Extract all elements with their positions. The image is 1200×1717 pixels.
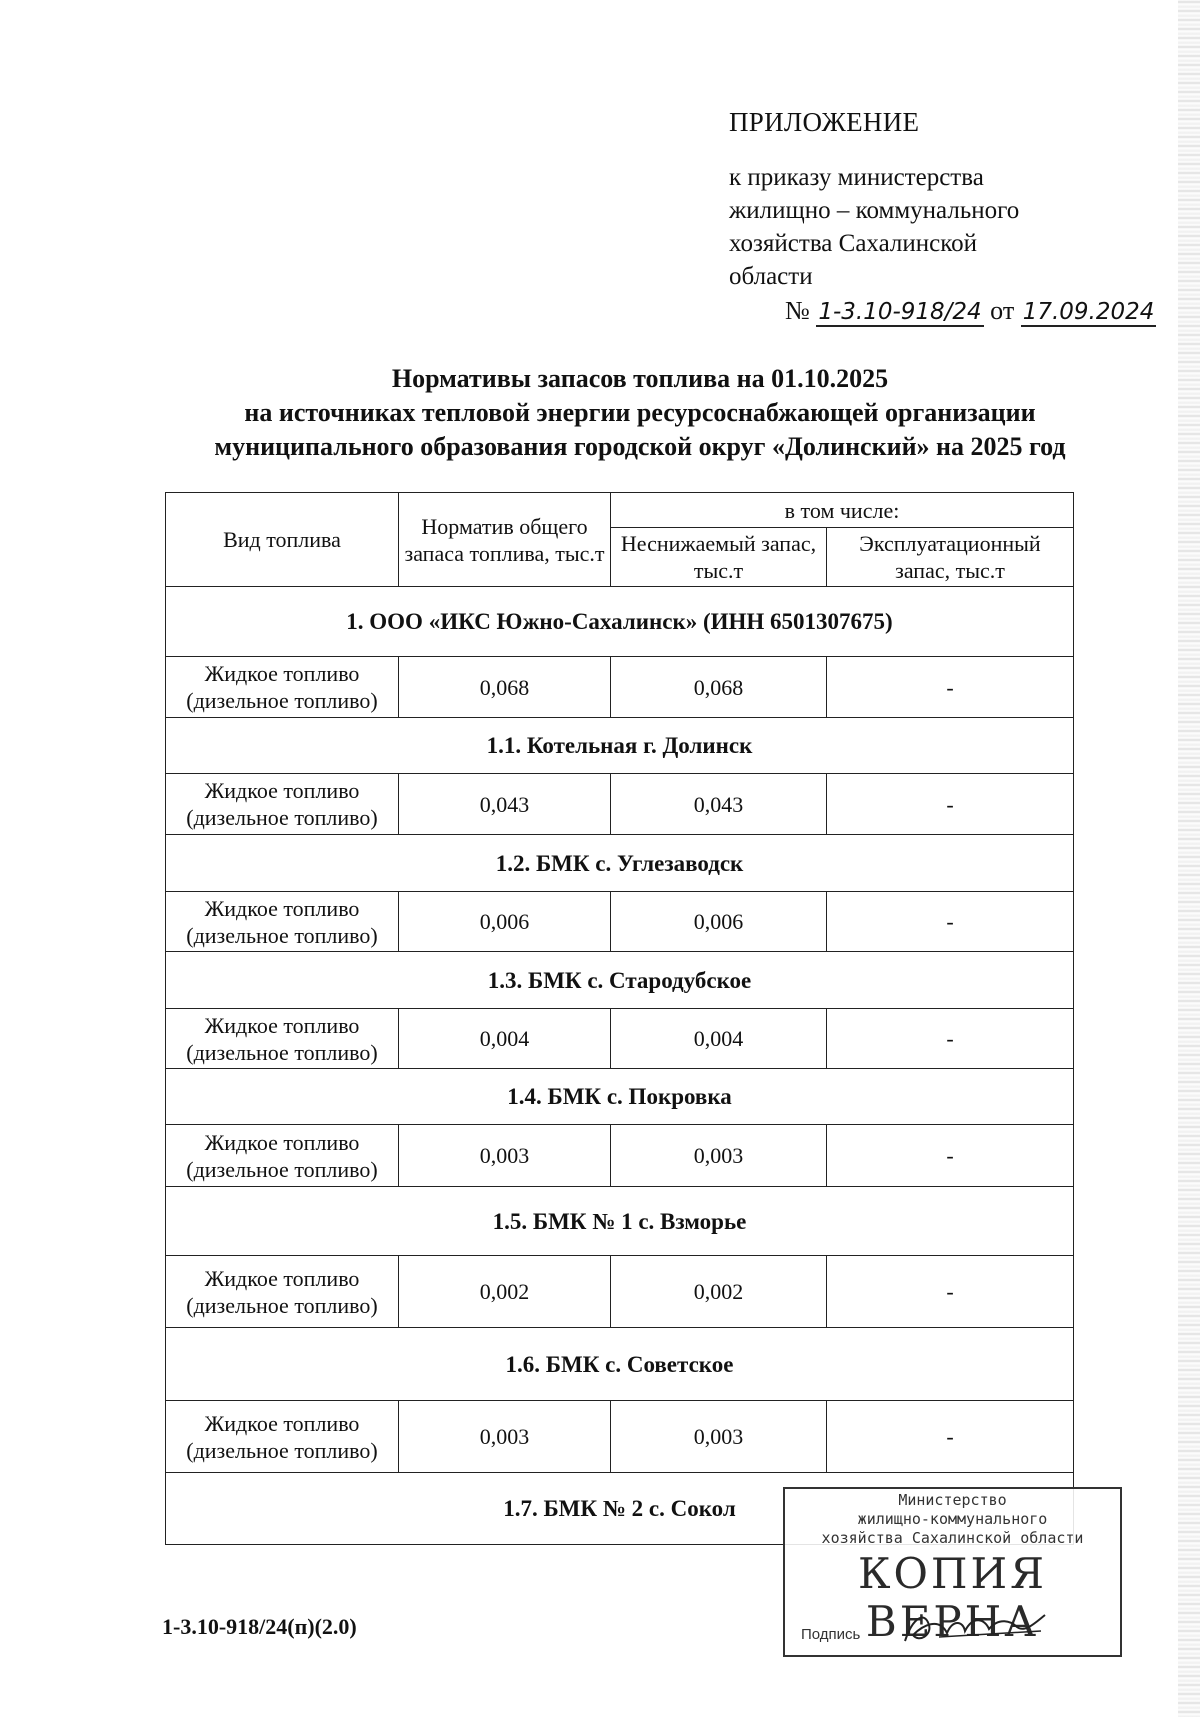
operational-cell: - [827,774,1074,835]
total-cell: 0,006 [399,892,611,952]
certification-stamp [783,1487,1122,1657]
order-number-line [785,296,1156,326]
section-title: 1.6. БМК с. Советское [166,1328,1074,1401]
total-cell: 0,003 [399,1125,611,1187]
operational-cell: - [827,1401,1074,1473]
number-prefix: № [785,296,810,325]
fuel-type-cell: Жидкое топливо (дизельное топливо) [166,1256,399,1328]
nonreducible-cell: 0,003 [611,1401,827,1473]
stamp-line-2: жилищно-коммунального [857,1510,1048,1528]
order-number: 1-3.10-918/24 [818,299,982,325]
operational-cell: - [827,1009,1074,1069]
scan-edge-noise [1178,0,1200,1717]
section-title: 1.4. БМК с. Покровка [166,1069,1074,1125]
annex-line: хозяйства Сахалинской [729,230,977,257]
document-title [150,362,1130,464]
total-cell: 0,068 [399,657,611,718]
operational-cell: - [827,657,1074,718]
annex-line: к приказу министерства [729,164,984,191]
date-prefix: от [990,296,1015,325]
fuel-norms-table [165,492,1074,1545]
fuel-type-cell: Жидкое топливо (дизельное топливо) [166,1401,399,1473]
fuel-type-cell: Жидкое топливо (дизельное топливо) [166,892,399,952]
nonreducible-cell: 0,068 [611,657,827,718]
fuel-type-cell: Жидкое топливо (дизельное топливо) [166,657,399,718]
title-line-2: на источниках тепловой энергии ресурсоснабжающей организации [244,398,1036,427]
operational-cell: - [827,892,1074,952]
fuel-type-cell: Жидкое топливо (дизельное топливо) [166,774,399,835]
total-cell: 0,002 [399,1256,611,1328]
header-operational: Эксплуатационный запас, тыс.т [827,528,1074,587]
annex-line: жилищно – коммунального [729,197,1020,224]
nonreducible-cell: 0,004 [611,1009,827,1069]
section-title: 1.5. БМК № 1 с. Взморье [166,1187,1074,1256]
header-fuel-type: Вид топлива [166,493,399,587]
nonreducible-cell: 0,003 [611,1125,827,1187]
signature-mark [899,1607,1049,1647]
title-line-3: муниципального образования городской округ «Долинский» на 2025 год [214,432,1066,461]
section-title: 1.2. БМК с. Углезаводск [166,835,1074,892]
order-date: 17.09.2024 [1022,299,1155,325]
operational-cell: - [827,1125,1074,1187]
operational-cell: - [827,1256,1074,1328]
header-including: в том числе: [611,493,1074,528]
annex-block [729,106,1019,293]
annex-heading: ПРИЛОЖЕНИЕ [729,107,920,137]
document-code: 1-3.10-918/24(п)(2.0) [162,1614,357,1639]
fuel-type-cell: Жидкое топливо (дизельное топливо) [166,1009,399,1069]
stamp-line-3: хозяйства Сахалинской области [821,1529,1084,1547]
nonreducible-cell: 0,043 [611,774,827,835]
annex-line: области [729,263,813,290]
section-title: 1.1. Котельная г. Долинск [166,718,1074,774]
signature-label: Подпись [801,1626,861,1643]
section-title: 1.3. БМК с. Стародубское [166,952,1074,1009]
total-cell: 0,043 [399,774,611,835]
nonreducible-cell: 0,002 [611,1256,827,1328]
total-cell: 0,004 [399,1009,611,1069]
header-total: Норматив общего запаса топлива, тыс.т [399,493,611,587]
stamp-signature-row [801,1607,1110,1647]
stamp-line-1: Министерство [898,1491,1007,1509]
header-nonreducible: Неснижаемый запас, тыс.т [611,528,827,587]
total-cell: 0,003 [399,1401,611,1473]
fuel-type-cell: Жидкое топливо (дизельное топливо) [166,1125,399,1187]
section-title: 1. ООО «ИКС Южно-Сахалинск» (ИНН 6501307675) [166,587,1074,657]
section-title: 1.7. БМК № 2 с. Сокол [166,1473,1074,1545]
title-line-1: Нормативы запасов топлива на 01.10.2025 [391,364,889,393]
nonreducible-cell: 0,006 [611,892,827,952]
stamp-copy-true: КОПИЯ ВЕРНА [857,1549,1048,1646]
